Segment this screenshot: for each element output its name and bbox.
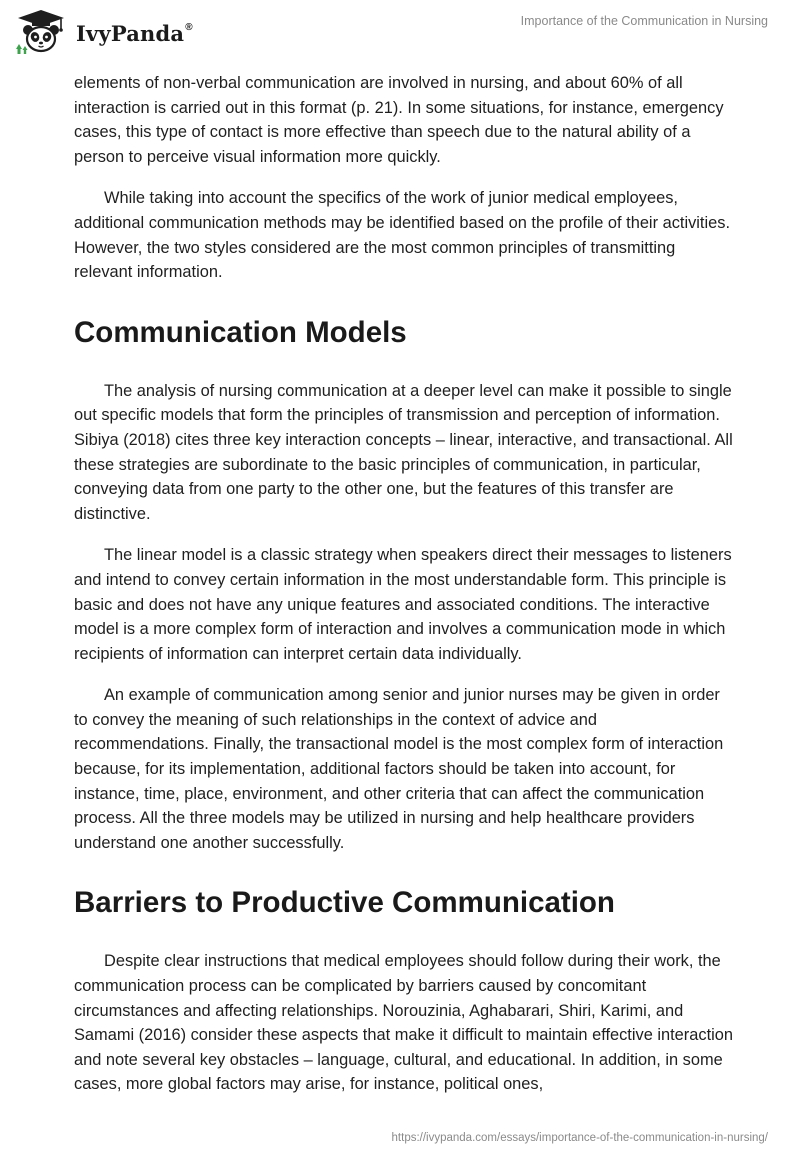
paragraph-transactional-model: An example of communication among senior and junior nurses may be given in order to convey the meaning of such relationships in the context of advice and recommendations. Finally, the transactional model is the most complex form of interaction because, for its implementation, additional factors should be taken into account, for instance, time, place, environment, and other criteria that can affect the communication process. All the three models may be utilized in nursing and help healthcare providers understand one another successfully. xyxy=(74,686,724,852)
paragraph-nonverbal-continued: elements of non-verbal communication are involved in nursing, and about 60% of all interaction is carried out in this format (p. 21). In some situations, for instance, emergency cases, this type of contact is more effective than speech due to the natural ability of a person to perceive visual information more quickly. xyxy=(74,74,724,166)
paragraph-barriers: Despite clear instructions that medical employees should follow during their work, the communication process can be complicated by barriers caused by concomitant circumstances and affecting relationships. Norouzinia, Aghabarari, Shiri, Karimi, and Samami (2016) consider these aspects that make it difficult to maintain effective interaction and note several key obstacles – language, cultural, and educational. In addition, in some cases, more global factors may arise, for instance, political ones, xyxy=(74,952,733,1094)
source-url[interactable]: https://ivypanda.com/essays/importance-of-the-communication-in-nursing/ xyxy=(391,1132,768,1144)
essay-content xyxy=(74,71,734,1114)
panda-graduate-icon xyxy=(14,8,68,56)
paragraph-models-intro: The analysis of nursing communication at a deeper level can make it possible to single out specific models that form the principles of transmission and perception of information. Sibiya (2018) cites three key interaction concepts – linear, interactive, and transactional. All these strategies are subordinate to the basic principles of communication, in particular, conveying data from one party to the other one, but the features of this transfer are distinctive. xyxy=(74,381,733,523)
brand-name: IvyPanda® xyxy=(76,20,193,46)
document-title: Importance of the Communication in Nursing xyxy=(520,14,768,28)
registered-mark: ® xyxy=(185,21,193,33)
page-header xyxy=(0,0,800,64)
heading-communication-models: Communication Models xyxy=(74,315,407,349)
brand-logo[interactable] xyxy=(14,8,193,56)
paragraph-junior-employees: While taking into account the specifics of the work of junior medical employees, additional communication methods may be identified based on the profile of their activities. However, the two styles considered are the most common principles of transmitting relevant information. xyxy=(74,189,730,282)
paragraph-linear-model: The linear model is a classic strategy when speakers direct their messages to listeners and intend to convey certain information in the most understandable form. This principle is basic and does not have any unique features and associated conditions. The interactive model is a more complex form of interaction and involves a communication mode in which recipients of information can interpret certain data individually. xyxy=(74,546,732,663)
heading-barriers: Barriers to Productive Communication xyxy=(74,886,615,920)
